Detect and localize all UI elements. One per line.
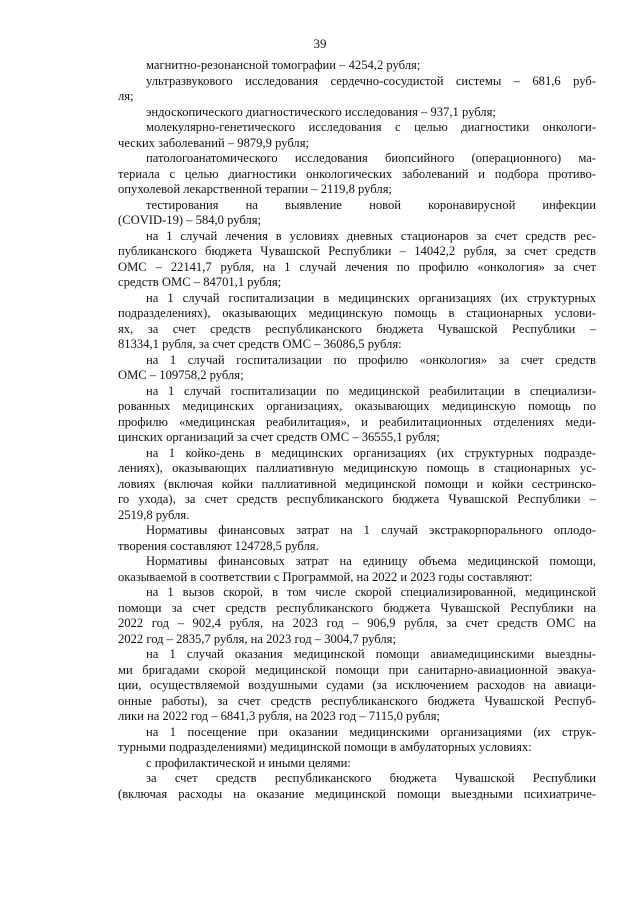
text-line: 81334,1 рубля, за счет средств ОМС – 36086,5 рубля:	[118, 337, 402, 351]
text-line: опухолевой лекарственной терапии – 2119,8 рубля;	[118, 182, 392, 196]
text-line: го ухода), за счет средств республиканского бюджета Чувашской Республики –	[118, 492, 596, 506]
text-line: оказываемой в соответствии с Программой, на 2022 и 2023 годы составляют:	[118, 569, 533, 584]
text-line: на 1 случай госпитализации в медицинских организациях (их структурных	[146, 290, 596, 305]
text-line: (COVID-19) – 584,0 рубля;	[118, 213, 262, 227]
text-line: рованных медицинских организациях, оказывающих медицинскую помощь по	[118, 399, 596, 413]
text-line: ях, за счет средств республиканского бюджета Чувашской Республики –	[118, 321, 596, 336]
text-line: молекулярно-генетического исследования с целью диагностики онкологи-	[146, 120, 596, 134]
text-line: онные работы), за счет средств республиканского бюджета Чувашской Респуб-	[118, 693, 596, 708]
text-line: ультразвукового исследования сердечно-сосудистой системы – 681,6 руб-	[146, 73, 596, 88]
document-body	[118, 58, 596, 802]
text-line: публиканского бюджета Чувашской Республики – 14042,2 рубля, за счет средств	[118, 244, 596, 258]
text-line: на 1 вызов скорой, в том числе скорой специализированной, медицинской	[146, 585, 596, 599]
text-line: Нормативы финансовых затрат на единицу объема медицинской помощи,	[146, 554, 596, 568]
text-line: цинских организаций за счет средств ОМС – 36555,1 рубля;	[118, 430, 440, 444]
text-line: ОМС – 109758,2 рубля;	[118, 368, 244, 382]
text-line: на 1 посещение при оказании медицинскими организациями (их струк-	[146, 724, 596, 739]
text-line: лениях), оказывающих паллиативную медицинскую помощь в стационарных ус-	[118, 461, 596, 475]
text-line: за счет средств республиканского бюджета Чувашской Республики	[146, 771, 596, 785]
text-line: профилю «медицинская реабилитация», и реабилитационных отделениях меди-	[118, 414, 596, 429]
text-line: ции, осуществляемой воздушными судами (за исключением расходов на авиаци-	[118, 678, 596, 692]
text-line: на 1 случай оказания медицинской помощи авиамедицинскими выездны-	[146, 647, 596, 661]
text-line: с профилактической и иными целями:	[146, 755, 351, 770]
text-line: творения составляют 124728,5 рубля.	[118, 538, 319, 553]
text-line: териала с целью диагностики онкологических заболеваний и подбора противо-	[118, 166, 596, 181]
text-line: на 1 койко-день в медицинских организациях (их структурных подразде-	[146, 445, 596, 460]
text-line: лики на 2022 год – 6841,3 рубля, на 2023 год – 7115,0 рубля;	[118, 709, 440, 723]
text-line: 2022 год – 2835,7 рубля, на 2023 год – 3004,7 рубля;	[118, 631, 396, 646]
text-line: 2022 год – 902,4 рубля, на 2023 год – 906,9 рубля, за счет средств ОМС на	[118, 616, 596, 630]
text-line: средств ОМС – 84701,1 рубля;	[118, 275, 282, 289]
page-number: 39	[313, 36, 327, 51]
text-line: на 1 случай госпитализации по профилю «онкология» за счет средств	[146, 352, 596, 367]
text-line: турными подразделениями) медицинской помощи в амбулаторных условиях:	[118, 740, 532, 754]
text-line: ОМС – 22141,7 рубля, на 1 случай лечения по профилю «онкология» за счет	[118, 259, 596, 274]
text-line: подразделениях), оказывающих медицинскую помощь в стационарных услови-	[118, 306, 596, 320]
text-line: (включая расходы на оказание медицинской помощи выездными психиатриче-	[118, 786, 596, 801]
text-line: ческих заболеваний – 9879,9 рубля;	[118, 135, 310, 150]
text-line: помощи за счет средств республиканского бюджета Чувашской Республики на	[118, 600, 596, 615]
text-line: ми бригадами скорой медицинской помощи при санитарно-авиационной эвакуа-	[118, 662, 596, 677]
text-line: на 1 случай лечения в условиях дневных стационаров за счет средств рес-	[146, 228, 596, 243]
text-line: магнитно-резонансной томографии – 4254,2 рубля;	[146, 58, 421, 72]
text-line: Нормативы финансовых затрат на 1 случай экстракорпорального оплодо-	[146, 523, 596, 537]
text-line: патологоанатомического исследования биопсийного (операционного) ма-	[146, 151, 596, 165]
text-line: на 1 случай госпитализации по медицинской реабилитации в специализи-	[146, 383, 596, 398]
text-line: 2519,8 рубля.	[118, 507, 190, 522]
text-line: эндоскопического диагностического исследования – 937,1 рубля;	[146, 104, 496, 119]
text-line: тестирования на выявление новой коронавирусной инфекции	[146, 197, 596, 212]
text-line: ловиях (включая койки паллиативной медицинской помощи и койки сестринско-	[118, 476, 596, 491]
text-line: ля;	[118, 89, 134, 103]
